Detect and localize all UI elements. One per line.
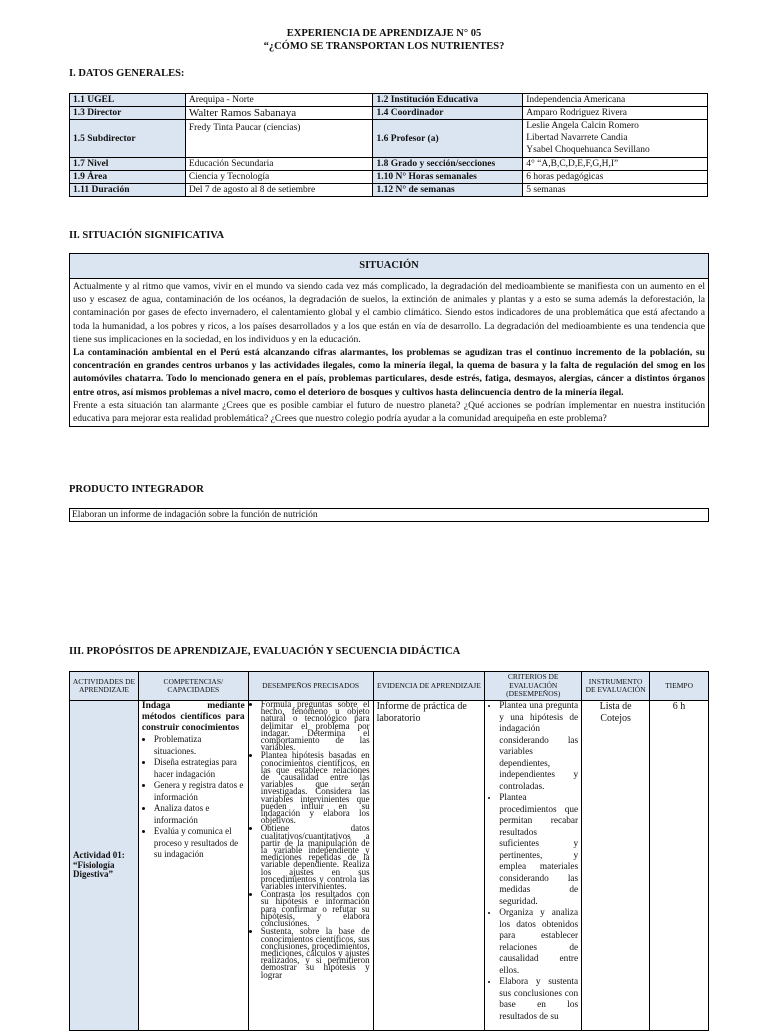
competencias-cell <box>138 701 248 1031</box>
criterios-cell <box>485 701 582 1031</box>
label-coordinador: 1.4 Coordinador <box>373 107 523 120</box>
label-duracion: 1.11 Duración <box>70 184 186 197</box>
list-item: • Plantea procedimientos que permitan recabar resultados suficientes y pertinentes, y emplea materiales considerando las medidas de seguridad. <box>499 793 578 908</box>
value-profesores <box>523 120 708 158</box>
list-item: • Formula preguntas sobre el hecho, fenómeno u objeto natural o tecnológico para delimitar el problema por indagar. Determina el comportamiento de las variables. <box>261 701 370 751</box>
situation-box <box>69 253 709 427</box>
value-nivel: Educación Secundaria <box>185 158 373 171</box>
table-row <box>70 171 708 184</box>
label-area: 1.9 Área <box>70 171 186 184</box>
table-row <box>70 107 708 120</box>
table-row <box>70 120 708 158</box>
capacidades-list <box>142 734 245 861</box>
header-desempenos: DESEMPEÑOS PRECISADOS <box>248 672 373 701</box>
list-item: • Plantea hipótesis basadas en conocimientos científicos, en las que establece relaciones de causalidad entre las variables que serán investigadas. Considera las variables intervinientes que pueden influir en su indagación y elabora los objetivos. <box>261 752 370 824</box>
label-subdirector: 1.5 Subdirector <box>70 120 186 158</box>
competencia-title: Indaga mediante métodos científicos para construir conocimientos <box>141 701 245 733</box>
general-data-table <box>69 93 708 197</box>
profesor-3: Ysabel Choquehuanca Sevillano <box>526 145 650 155</box>
activity-cell: Actividad 01: “Fisiología Digestiva” <box>70 701 139 1031</box>
list-item: • Diseña estrategias para hacer indagación <box>154 757 245 780</box>
value-subdirector: Fredy Tinta Paucar (ciencias) <box>185 120 373 158</box>
table-header-row <box>70 672 709 701</box>
value-coordinador: Amparo Rodriguez Rivera <box>523 107 708 120</box>
doc-title-line1: EXPERIENCIA DE APRENDIZAJE N° 05 <box>286 28 482 39</box>
header-tiempo: TIEMPO <box>650 672 709 701</box>
purposes-table <box>69 671 709 1031</box>
situation-title: SITUACIÓN <box>70 254 708 279</box>
value-institucion: Independencia Americana <box>523 94 708 107</box>
label-institucion: 1.2 Institución Educativa <box>373 94 523 107</box>
situation-paragraph-3: Frente a esta situación tan alarmante ¿Crees que es posible cambiar el futuro de nuestro planeta? ¿Qué acciones se podrían implementar en nuestra institución educativa para mejorar esta realidad problemática? ¿Crees que nuestro colegio podría ayudar a la comunidad arequipeña en este problema? <box>73 399 705 425</box>
section2-heading: II. SITUACIÓN SIGNIFICATIVA <box>69 230 225 241</box>
value-semanas: 5 semanas <box>523 184 708 197</box>
section1-heading: I. DATOS GENERALES: <box>69 68 185 79</box>
header-competencias: COMPETENCIAS/ CAPACIDADES <box>138 672 248 701</box>
label-horas: 1.10 N° Horas semanales <box>373 171 523 184</box>
list-item: • Elabora y sustenta sus conclusiones con base en los resultados de su <box>499 977 578 1023</box>
value-horas: 6 horas pedagógicas <box>523 171 708 184</box>
list-item: • Problematiza situaciones. <box>154 734 245 757</box>
list-item: • Genera y registra datos e información <box>154 780 245 803</box>
label-grado: 1.8 Grado y sección/secciones <box>373 158 523 171</box>
header-evidencia: EVIDENCIA DE APRENDIZAJE <box>373 672 485 701</box>
table-row <box>70 158 708 171</box>
label-semanas: 1.12 N° de semanas <box>373 184 523 197</box>
label-director: 1.3 Director <box>70 107 186 120</box>
header-criterios: CRITERIOS DE EVALUACIÓN (DESEMPEÑOS) <box>485 672 582 701</box>
product-text-box: Elaboran un informe de indagación sobre la función de nutrición <box>69 508 709 522</box>
value-director: Walter Ramos Sabanaya <box>185 107 373 120</box>
profesor-1: Leslie Angela Calcin Romero <box>526 121 639 131</box>
value-ugel: Arequipa - Norte <box>185 94 373 107</box>
table-row <box>70 94 708 107</box>
list-item: • Organiza y analiza los datos obtenidos para establecer relaciones de causalidad entre ellos. <box>499 908 578 977</box>
list-item: • Evalúa y comunica el proceso y resultados de su indagación <box>154 826 245 861</box>
value-area: Ciencia y Tecnología <box>185 171 373 184</box>
tiempo-cell: 6 h <box>650 701 709 1031</box>
header-actividades: ACTIVIDADES DE APRENDIZAJE <box>70 672 139 701</box>
instrumento-cell: Lista de Cotejos <box>582 701 650 1031</box>
section3-heading: III. PROPÓSITOS DE APRENDIZAJE, EVALUACIÓN Y SECUENCIA DIDÁCTICA <box>69 646 461 657</box>
desempenos-list <box>252 701 370 979</box>
doc-title-line2: “¿CÓMO SE TRANSPORTAN LOS NUTRIENTES? <box>263 41 505 52</box>
label-ugel: 1.1 UGEL <box>70 94 186 107</box>
list-item: • Plantea una pregunta y una hipótesis de indagación considerando las variables dependientes, independientes y controladas. <box>499 701 578 793</box>
header-instrumento: INSTRUMENTO DE EVALUACIÓN <box>582 672 650 701</box>
situation-body <box>70 279 708 426</box>
list-item: • Analiza datos e información <box>154 803 245 826</box>
table-row <box>70 184 708 197</box>
label-nivel: 1.7 Nivel <box>70 158 186 171</box>
criterios-list <box>488 701 578 1023</box>
label-profesor: 1.6 Profesor (a) <box>373 120 523 158</box>
product-heading: PRODUCTO INTEGRADOR <box>69 484 204 495</box>
value-duracion: Del 7 de agosto al 8 de setiembre <box>185 184 373 197</box>
value-grado: 4° “A,B,C,D,E,F,G,H,I” <box>523 158 708 171</box>
desempenos-cell <box>248 701 373 1031</box>
situation-paragraph-1: Actualmente y al ritmo que vamos, vivir en el mundo va siendo cada vez más complicado, la degradación del medioambiente se manifiesta con un aumento en el uso y escasez de agua, contaminación de los océanos, la degradación de suelos, la extinción de animales y plantas y a esto se suma además la deforestación, la contaminación por gases de efecto invernadero, el calentamiento global y el cambio climático. Siendo estos indicadores de una problemática que está afectando a toda la humanidad, a los pobres y ricos, a los países desarrollados y a los que están en vía de desarrollo. La degradación del medioambiente es una tendencia que tiene sus implicaciones en la sociedad, en los individuos y en la educación. <box>73 281 705 345</box>
list-item: • Contrasta los resultados con su hipótesis e información para confirmar o refutar su hipótesis, y elabora conclusiones. <box>261 891 370 927</box>
list-item: • Sustenta, sobre la base de conocimientos científicos, sus conclusiones, procedimientos, mediciones, cálculos y ajustes realizados, y si permitieron demostrar su hipótesis y lograr <box>261 928 370 978</box>
list-item: • Obtiene datos cualitativos/cuantitativos a partir de la manipulación de la variable independiente y mediciones repetidas de la variable dependiente. Realiza los ajustes en sus procedimientos y controla las variables intervinientes. <box>261 825 370 890</box>
table-row <box>70 701 709 1031</box>
evidencia-cell: Informe de práctica de laboratorio <box>373 701 485 1031</box>
situation-paragraph-2: La contaminación ambiental en el Perú está alcanzando cifras alarmantes, los problemas se agudizan tras el continuo incremento de la población, su concentración en grandes centros urbanos y las actividades ilegales, como la minería ilegal, la quema de basura y la falta de regulación del smog en los automóviles chatarra. Todo lo mencionado genera en el país, problemas particulares, desde estrés, fatiga, desmayos, alergias, cáncer a distintos órganos entre otros, así mismos problemas a nivel macro, como el deterioro de bosques y cultivos hasta delincuencia dentro de la minería ilegal. <box>73 347 705 398</box>
profesor-2: Libertad Navarrete Candia <box>526 133 628 143</box>
